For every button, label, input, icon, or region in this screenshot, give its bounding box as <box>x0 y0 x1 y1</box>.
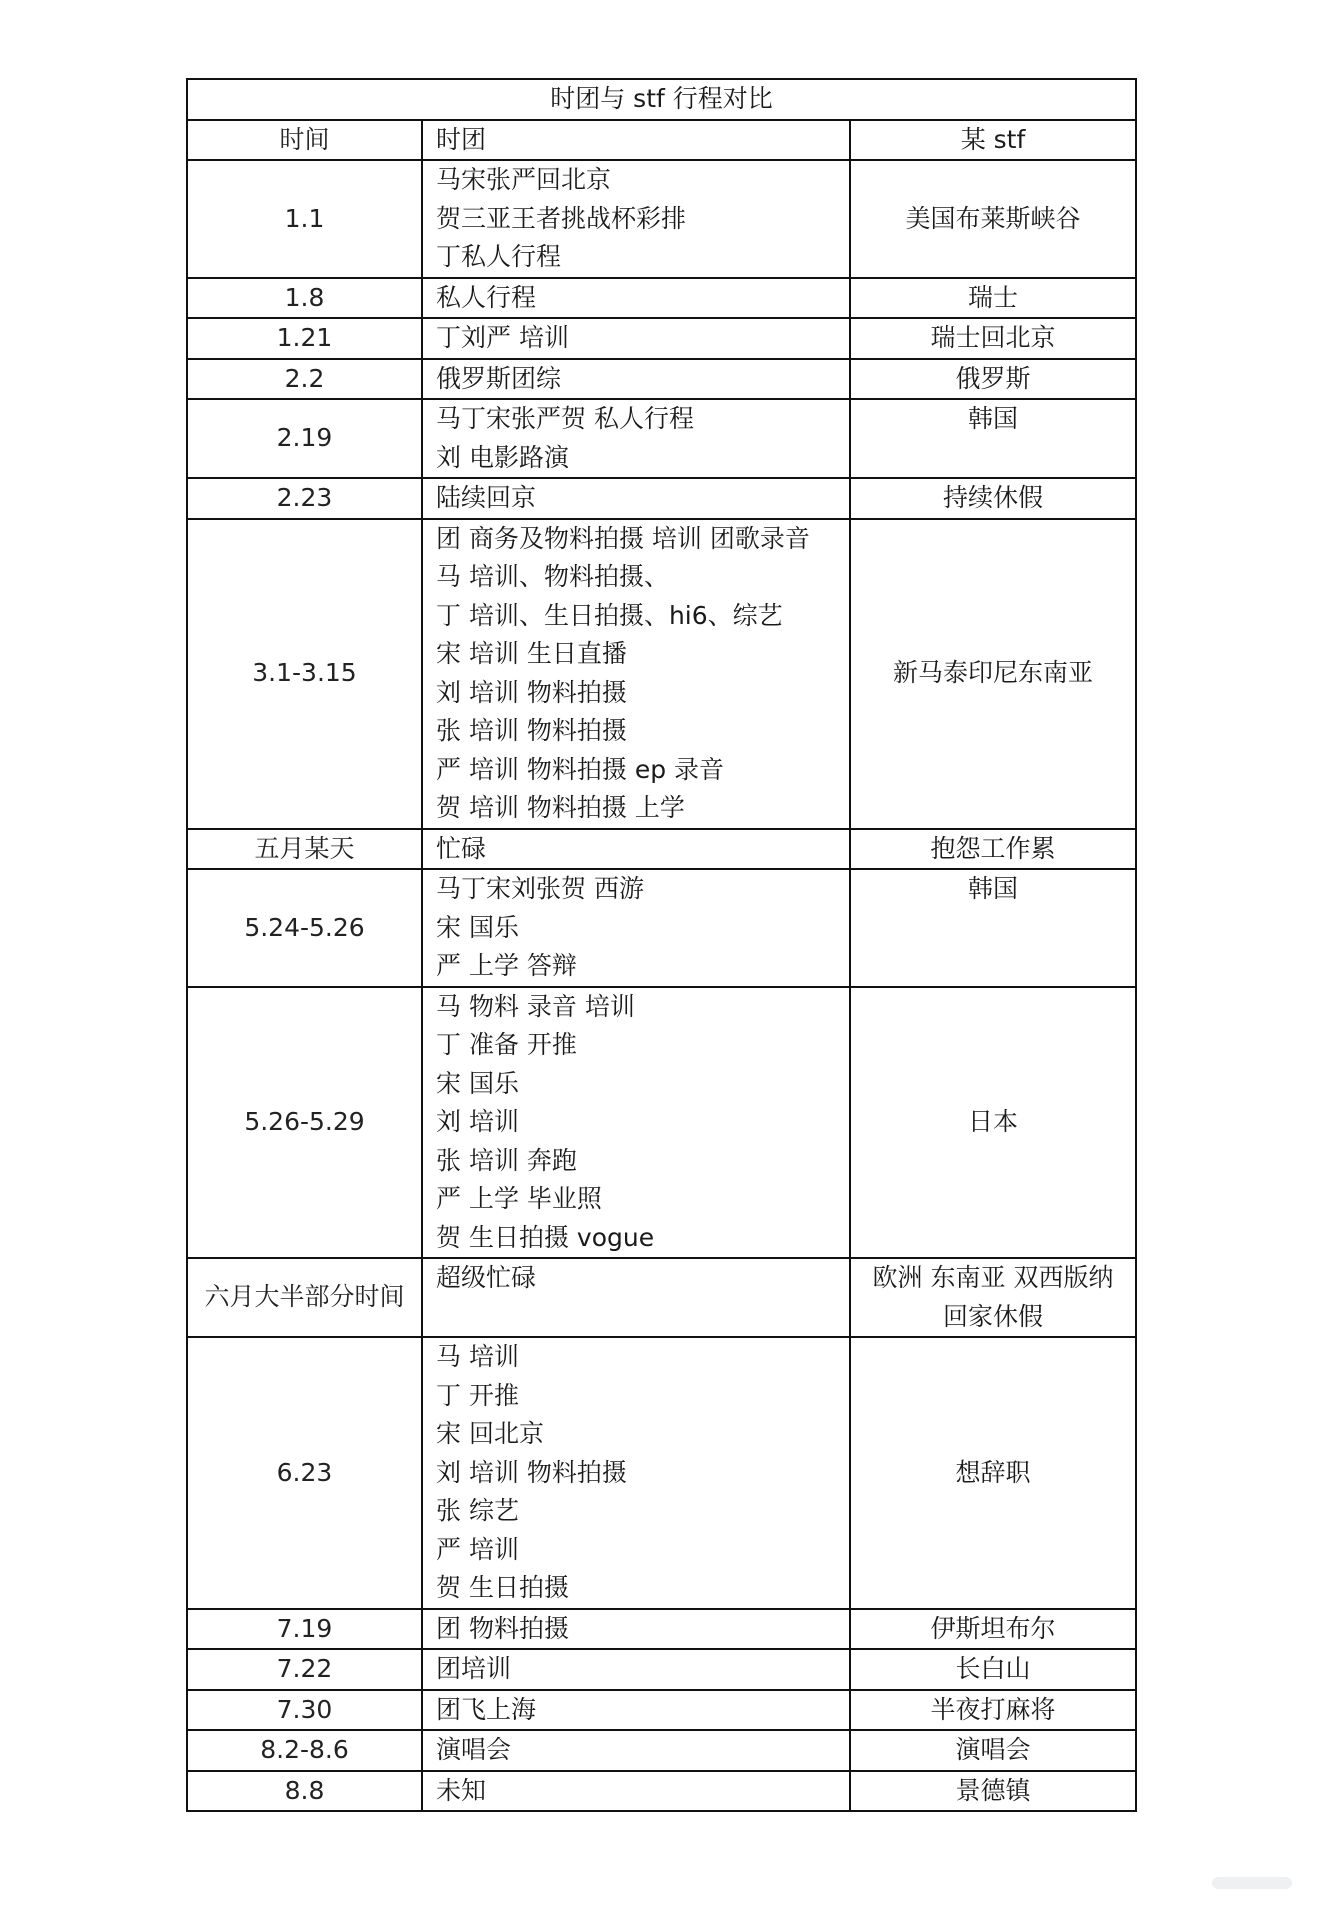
tuan-line: 超级忙碌 <box>436 1263 537 1292</box>
tuan-line: 丁 培训、生日拍摄、hi6、综艺 <box>436 600 783 630</box>
tuan-line: 张 培训 奔跑 <box>436 1145 577 1175</box>
tuan-line: 团培训 <box>436 1654 512 1683</box>
stf-cell <box>850 359 1136 400</box>
tuan-line: 私人行程 <box>436 282 537 312</box>
tuan-line: 俄罗斯团综 <box>436 363 562 393</box>
tuan-line: 刘 培训 物料拍摄 <box>436 1457 627 1487</box>
tuan-line: 马 物料 录音 培训 <box>436 991 635 1021</box>
tuan-cell <box>422 1337 850 1609</box>
table-row <box>187 1690 1136 1731</box>
tuan-line: 宋 培训 生日直播 <box>436 639 627 668</box>
stf-cell <box>850 160 1136 278</box>
tuan-line: 丁私人行程 <box>436 242 562 271</box>
time-cell: 2.2 <box>187 359 422 400</box>
stf-line: 长白山 <box>955 1654 1031 1683</box>
tuan-cell <box>422 359 850 400</box>
time-cell: 5.24-5.26 <box>187 869 422 987</box>
time-cell: 六月大半部分时间 <box>187 1258 422 1337</box>
header-time: 时间 <box>187 120 422 161</box>
stf-cell <box>850 399 1136 478</box>
stf-line: 演唱会 <box>955 1735 1031 1764</box>
tuan-line: 未知 <box>436 1775 487 1805</box>
table-title: 时团与 stf 行程对比 <box>187 79 1136 120</box>
table-row <box>187 318 1136 359</box>
tuan-cell <box>422 399 850 478</box>
stf-cell <box>850 1690 1136 1731</box>
tuan-cell <box>422 478 850 519</box>
tuan-line: 丁 开推 <box>436 1380 519 1410</box>
table-row <box>187 1609 1136 1650</box>
stf-line: 俄罗斯 <box>955 363 1031 393</box>
stf-cell <box>850 478 1136 519</box>
tuan-line: 马 培训 <box>436 1342 519 1371</box>
tuan-cell <box>422 1649 850 1690</box>
header-tuan: 时团 <box>422 120 850 161</box>
stf-line: 回家休假 <box>942 1301 1043 1331</box>
table-row <box>187 519 1136 829</box>
table-row <box>187 869 1136 987</box>
stf-cell <box>850 278 1136 319</box>
table-body <box>187 79 1136 1811</box>
time-cell: 2.19 <box>187 399 422 478</box>
stf-cell <box>850 1609 1136 1650</box>
stf-line: 美国布莱斯峡谷 <box>905 203 1081 233</box>
tuan-line: 团飞上海 <box>436 1694 537 1724</box>
stf-line: 日本 <box>967 1107 1018 1136</box>
table-row <box>187 1337 1136 1609</box>
time-cell: 5.26-5.29 <box>187 987 422 1259</box>
time-cell: 1.8 <box>187 278 422 319</box>
tuan-line: 贺 生日拍摄 <box>436 1573 569 1602</box>
time-cell: 7.19 <box>187 1609 422 1650</box>
stf-cell <box>850 829 1136 870</box>
tuan-line: 陆续回京 <box>436 483 537 512</box>
table-row <box>187 1258 1136 1337</box>
tuan-cell <box>422 1690 850 1731</box>
time-cell: 1.21 <box>187 318 422 359</box>
stf-line: 欧洲 东南亚 双西版纳 <box>872 1263 1114 1292</box>
time-cell: 8.2-8.6 <box>187 1730 422 1771</box>
time-cell: 7.30 <box>187 1690 422 1731</box>
time-cell: 1.1 <box>187 160 422 278</box>
tuan-cell <box>422 829 850 870</box>
tuan-line: 张 培训 物料拍摄 <box>436 716 627 745</box>
tuan-line: 严 上学 答辩 <box>436 951 577 980</box>
tuan-line: 贺 培训 物料拍摄 上学 <box>436 793 685 822</box>
tuan-line: 宋 国乐 <box>436 1068 519 1098</box>
stf-line: 韩国 <box>967 874 1018 903</box>
stf-cell <box>850 1337 1136 1609</box>
tuan-line: 贺三亚王者挑战杯彩排 <box>436 203 687 233</box>
tuan-line: 团 商务及物料拍摄 培训 团歌录音 <box>436 523 810 553</box>
tuan-line: 宋 回北京 <box>436 1419 544 1448</box>
tuan-line: 严 上学 毕业照 <box>436 1184 602 1213</box>
tuan-line: 忙碌 <box>436 833 487 863</box>
tuan-cell <box>422 278 850 319</box>
tuan-line: 团 物料拍摄 <box>436 1613 569 1643</box>
tuan-line: 贺 生日拍摄 vogue <box>436 1222 655 1252</box>
time-cell: 8.8 <box>187 1771 422 1812</box>
tuan-cell <box>422 1609 850 1650</box>
table-row <box>187 1649 1136 1690</box>
table-row <box>187 359 1136 400</box>
tuan-cell <box>422 1771 850 1812</box>
stf-line: 瑞士回北京 <box>930 323 1056 352</box>
time-cell: 3.1-3.15 <box>187 519 422 829</box>
tuan-line: 刘 培训 物料拍摄 <box>436 677 627 707</box>
tuan-line: 丁 准备 开推 <box>436 1030 577 1059</box>
tuan-cell <box>422 318 850 359</box>
stf-cell <box>850 1258 1136 1337</box>
header-row <box>187 120 1136 161</box>
stf-line: 伊斯坦布尔 <box>930 1613 1056 1643</box>
stf-line: 半夜打麻将 <box>930 1694 1056 1724</box>
tuan-cell <box>422 987 850 1259</box>
tuan-cell <box>422 160 850 278</box>
time-cell: 6.23 <box>187 1337 422 1609</box>
schedule-comparison-table <box>186 78 1137 1812</box>
tuan-cell <box>422 1730 850 1771</box>
tuan-cell <box>422 519 850 829</box>
header-stf: 某 stf <box>850 120 1136 161</box>
tuan-line: 刘 电影路演 <box>436 442 569 472</box>
tuan-line: 严 培训 <box>436 1534 519 1564</box>
tuan-line: 严 培训 物料拍摄 ep 录音 <box>436 754 725 784</box>
time-cell: 2.23 <box>187 478 422 519</box>
tuan-line: 马宋张严回北京 <box>436 165 612 194</box>
stf-cell <box>850 869 1136 987</box>
table-row <box>187 160 1136 278</box>
stf-line: 抱怨工作累 <box>930 833 1056 863</box>
tuan-line: 马 培训、物料拍摄、 <box>436 562 669 591</box>
time-cell: 7.22 <box>187 1649 422 1690</box>
tuan-line: 宋 国乐 <box>436 912 519 942</box>
stf-line: 新马泰印尼东南亚 <box>892 658 1093 688</box>
tuan-cell <box>422 1258 850 1337</box>
table-row <box>187 987 1136 1259</box>
stf-cell <box>850 1730 1136 1771</box>
stf-cell <box>850 519 1136 829</box>
stf-line: 瑞士 <box>967 282 1018 312</box>
tuan-line: 张 综艺 <box>436 1496 519 1525</box>
tuan-cell <box>422 869 850 987</box>
time-cell: 五月某天 <box>187 829 422 870</box>
stf-cell <box>850 987 1136 1259</box>
tuan-line: 刘 培训 <box>436 1107 519 1136</box>
stf-cell <box>850 318 1136 359</box>
stf-line: 持续休假 <box>942 483 1043 512</box>
tuan-line: 马丁宋刘张贺 西游 <box>436 874 644 903</box>
horizontal-scrollbar[interactable] <box>1212 1877 1292 1889</box>
stf-line: 景德镇 <box>955 1775 1031 1805</box>
title-row <box>187 79 1136 120</box>
tuan-line: 丁刘严 培训 <box>436 323 569 352</box>
tuan-line: 马丁宋张严贺 私人行程 <box>436 404 694 433</box>
tuan-line: 演唱会 <box>436 1735 512 1764</box>
stf-line: 想辞职 <box>955 1457 1031 1487</box>
table-row <box>187 829 1136 870</box>
table-row <box>187 278 1136 319</box>
table-row <box>187 1730 1136 1771</box>
table-row <box>187 399 1136 478</box>
table-row <box>187 478 1136 519</box>
table-row <box>187 1771 1136 1812</box>
stf-cell <box>850 1649 1136 1690</box>
stf-cell <box>850 1771 1136 1812</box>
stf-line: 韩国 <box>967 404 1018 433</box>
